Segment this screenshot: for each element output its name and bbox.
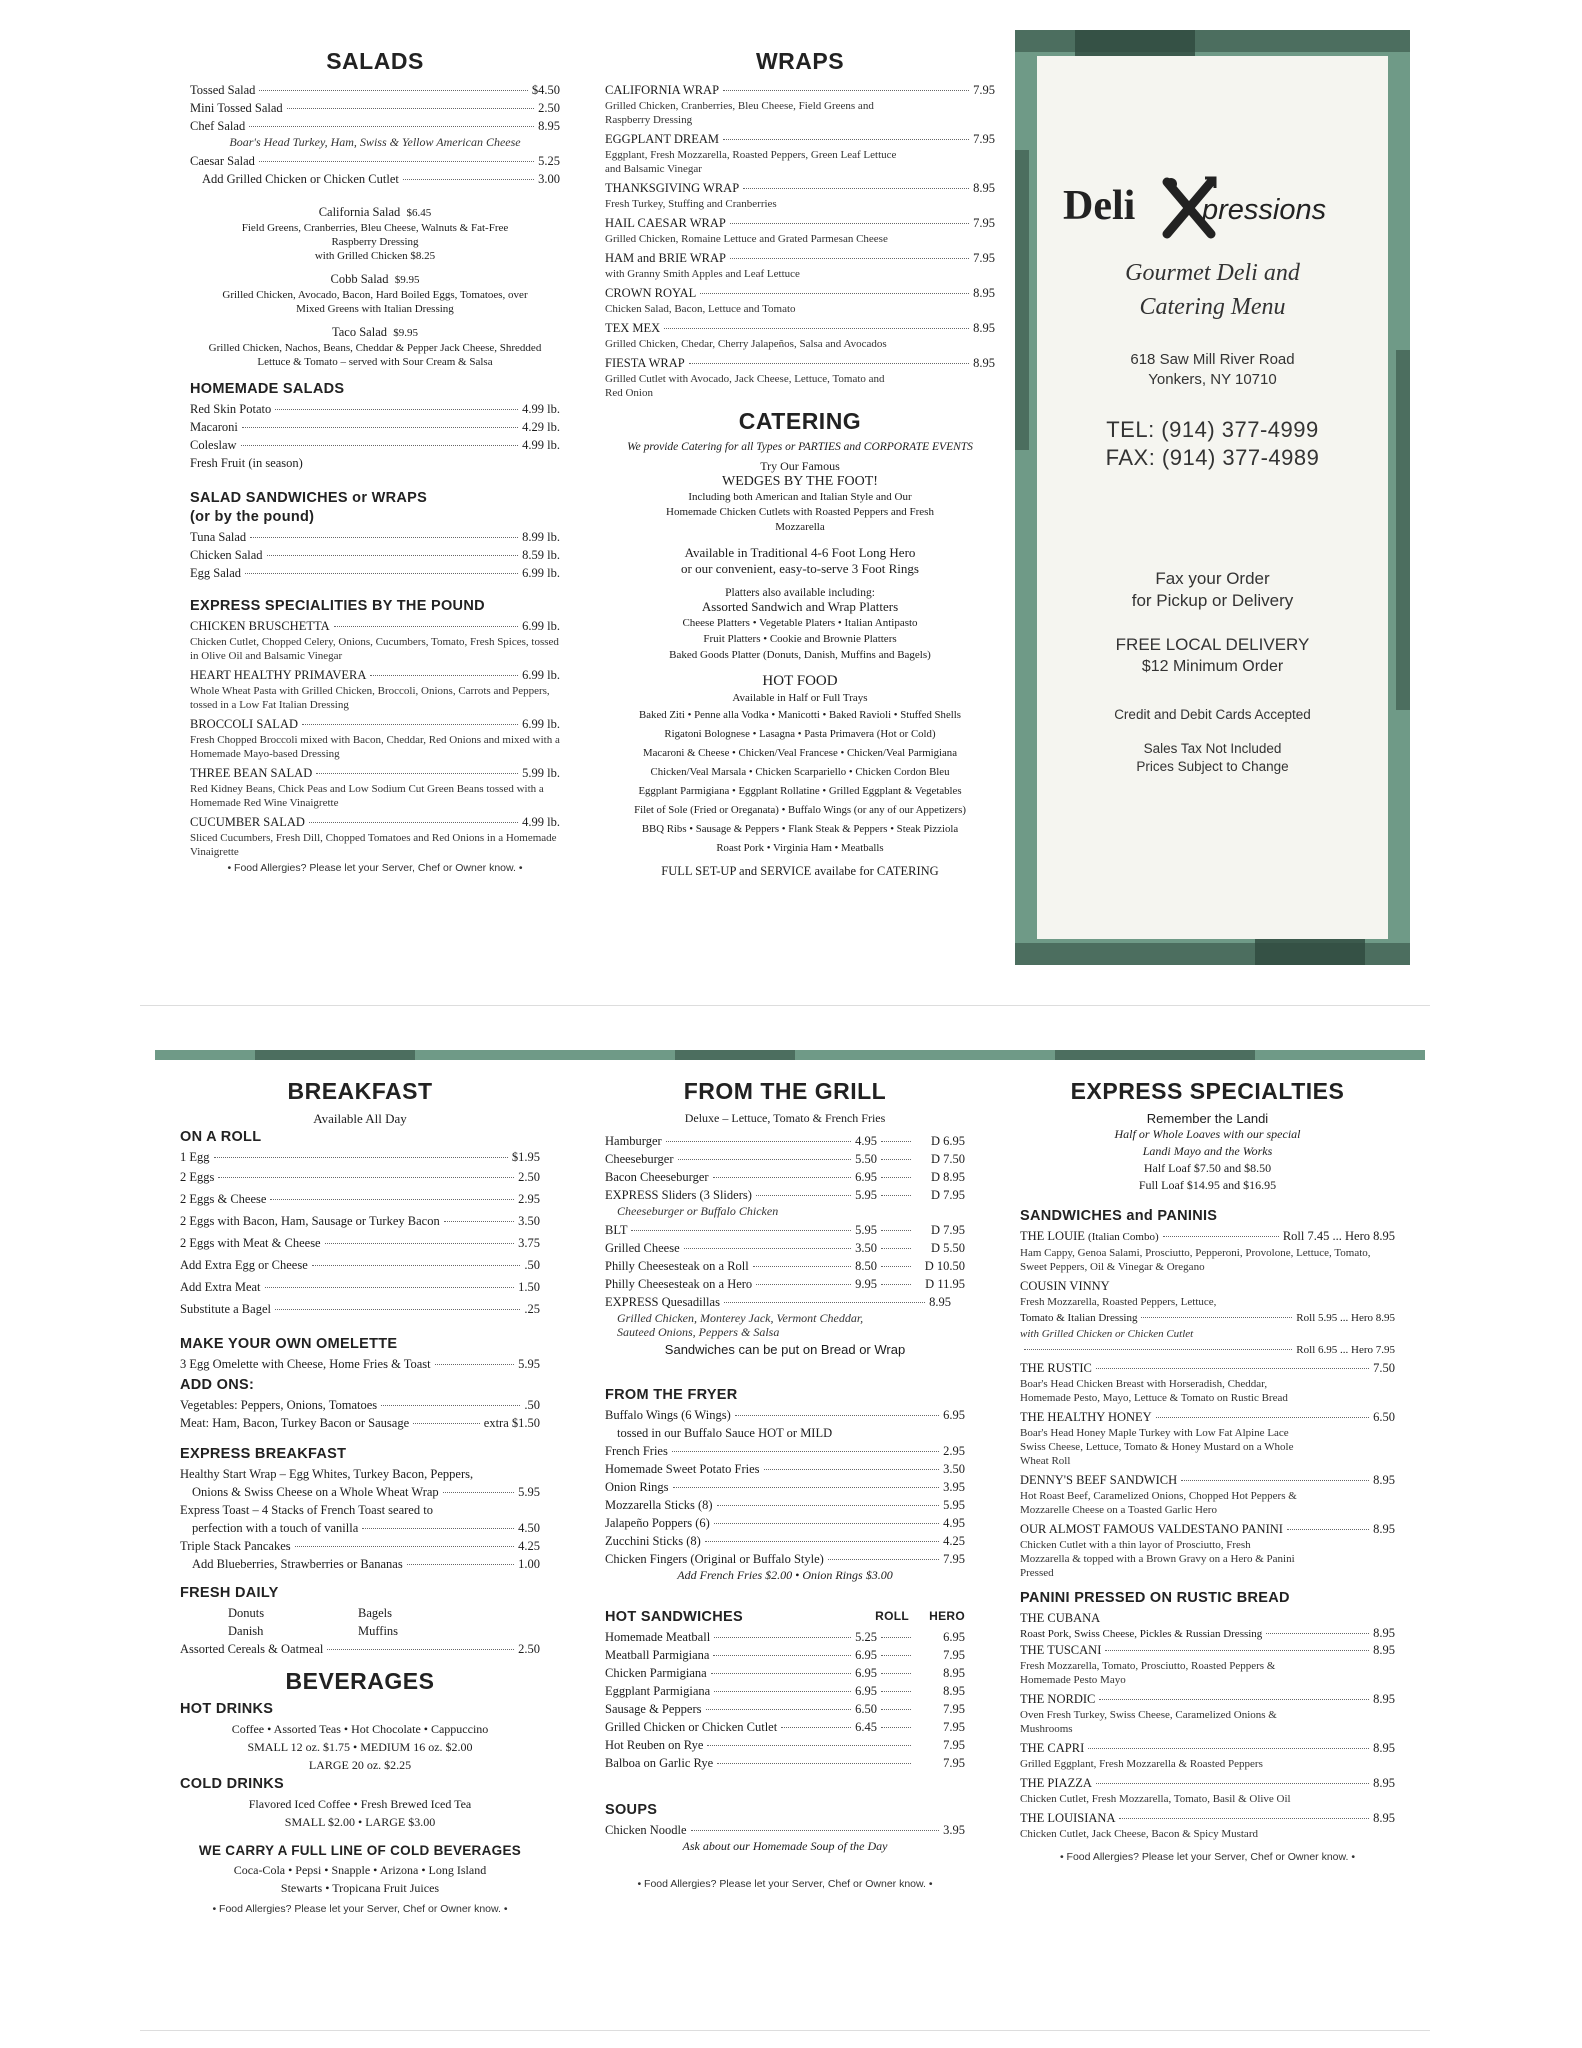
- dot-leader: [1088, 1748, 1369, 1749]
- menu-item: Hot Reuben on Rye 7.95: [605, 1738, 965, 1752]
- dot-leader: [756, 1284, 851, 1285]
- menu-item: Caesar Salad 5.25: [190, 154, 560, 168]
- menu-item: Philly Cheesesteak on a Roll 8.50 D 10.50: [605, 1259, 965, 1273]
- on-a-roll-title: ON A ROLL: [180, 1129, 262, 1145]
- hot-food-line: Chicken/Veal Marsala • Chicken Scarpariello • Chicken Cordon Bleu: [650, 766, 950, 778]
- menu-item: Macaroni 4.29 lb.: [190, 420, 560, 434]
- breakfast-column: BREAKFAST Available All Day ON A ROLL 1 Egg $1.95 2 Eggs 2.50 2 Eggs & Cheese 2.95 2 Eggs with Bacon, Ham, Sausage or Turkey Bacon 3.50 2 Eggs with Meat & Cheese 3.75 Add Extra Egg or Cheese .50 Add Extra Meat 1.50 Substitute a Bagel .25 MAKE YOUR OWN OMELETTE 3 Egg Omelette with Cheese, Home Fries & Toast 5.95 ADD ONS: Vegetables: Peppers, Onions, Tomatoes .50 Meat: Ham, Bacon, Turkey Bacon or Sausage extra $1.50 EXPRESS BREAKFAST Healthy Start Wrap – Egg Whites, Turkey Bacon, Peppers, Onions & Swiss Cheese on a Whole Wheat Wrap 5.95 Express Toast – 4 Stacks of French Toast seared to perfection with a touch of vanilla 4.50 Triple Stack Pancakes 4.25 Add Blueberries, Strawberries or Bananas 1.00 FRESH DAILY Donuts Danish Bagels Muffins Assorted Cereals & Oatmeal 2.50 BEVERAGES HOT DRINKS Coffee • Assorted Teas • Hot Chocolate • Cappuccino SMALL 12 oz. $1.75 • MEDIUM 16 oz. $2.00 LARGE 20 oz. $2.25 COLD DRINKS Flavored Iced Coffee • Fresh Brewed Iced Tea SMALL $2.00 • LARGE $3.00 WE CARRY A FULL LINE OF COLD BEVERAGES Coca-Cola • Pepsi • Snapple • Arizona • Long Island Stewarts • Tropicana Fruit Juices • Food Allergies? Please let your Server, Chef or Owner know. •: [180, 1078, 540, 1915]
- dot-leader: [1096, 1368, 1369, 1369]
- menu-item: EXPRESS Quesadillas 8.95: [605, 1295, 951, 1309]
- fryer-title: FROM THE FRYER: [605, 1387, 738, 1403]
- panini-title: PANINI PRESSED ON RUSTIC BREAD: [1020, 1590, 1290, 1606]
- dot-leader: [1105, 1650, 1369, 1651]
- dot-leader: [1181, 1480, 1369, 1481]
- dot-leader: [666, 1141, 851, 1142]
- dot-leader: [265, 1287, 515, 1288]
- dot-leader: [881, 1159, 911, 1160]
- wraps-title: WRAPS: [755, 48, 845, 74]
- salads-title: SALADS: [326, 48, 424, 74]
- wraps-catering-column: WRAPS CALIFORNIA WRAP 7.95 Grilled Chicken, Cranberries, Bleu Cheese, Field Greens and Raspberry Dressing EGGPLANT DREAM 7.95 Eggplant, Fresh Mozzarella, Roasted Peppers, Green Leaf Lettuce and Balsamic Vinegar THANKSGIVING WRAP 8.95 Fresh Turkey, Stuffing and Cranberries HAIL CAESAR WRAP 7.95 Grilled Chicken, Romaine Lettuce and Grated Parmesan Cheese HAM and BRIE WRAP 7.95 with Granny Smith Apples and Leaf Lettuce CROWN ROYAL 8.95 Chicken Salad, Bacon, Lettuce and Tomato TEX MEX 8.95 Grilled Chicken, Chedar, Cherry Jalapeños, Salsa and Avocados FIESTA WRAP 8.95 Grilled Cutlet with Avocado, Jack Cheese, Lettuce, Tomato and Red Onion CATERING We provide Catering for all Types or PARTIES and CORPORATE EVENTS Try Our Famous WEDGES BY THE FOOT! Including both American and Italian Style and Our Homemade Chicken Cutlets with Roasted Peppers and Fresh Mozzarella Available in Traditional 4-6 Foot Long Hero or our convenient, easy-to-serve 3 Foot Rings Platters also available including: Assorted Sandwich and Wrap Platters Cheese Platters • Vegetable Platers • Italian Antipasto Fruit Platters • Cookie and Brownie Platters Baked Goods Platter (Donuts, Danish, Muffins and Bagels) HOT FOOD Available in Half or Full Trays Baked Ziti • Penne alla Vodka • Manicotti • Baked Ravioli • Stuffed Shells Rigatoni Bolognese • Lasagna • Pasta Primavera (Hot or Cold) Macaroni & Cheese • Chicken/Veal Francese • Chicken/Veal Parmigiana Chicken/Veal Marsala • Chicken Scarpariello • Chicken Cordon Bleu Eggplant Parmigiana • Eggplant Rollatine • Grilled Eggplant & Vegetables Filet of Sole (Fried or Oreganata) • Buffalo Wings (or any of our Appetizers) BBQ Ribs • Sausage & Peppers • Flank Steak & Peppers • Steak Pizziola Roast Pork • Virginia Ham • Meatballs FULL SET-UP and SERVICE availabe for CATERING: [605, 48, 995, 878]
- dot-leader: [362, 1528, 514, 1529]
- grill-column: FROM THE GRILL Deluxe – Lettuce, Tomato & French Fries Hamburger 4.95 D 6.95 Cheeseburger 5.50 D 7.50 Bacon Cheeseburger 6.95 D 8.95 EXPRESS Sliders (3 Sliders) 5.95 D 7.95 Cheeseburger or Buffalo Chicken BLT 5.95 D 7.95 Grilled Cheese 3.50 D 5.50 Philly Cheesesteak on a Roll 8.50 D 10.50 Philly Cheesesteak on a Hero 9.95 D 11.95 EXPRESS Quesadillas 8.95 Grilled Chicken, Monterey Jack, Vermont Cheddar, Sauteed Onions, Peppers & Salsa Sandwiches can be put on Bread or Wrap FROM THE FRYER Buffalo Wings (6 Wings) 6.95 tossed in our Buffalo Sauce HOT or MILD French Fries 2.95 Homemade Sweet Potato Fries 3.50 Onion Rings 3.95 Mozzarella Sticks (8) 5.95 Jalapeño Poppers (6) 4.95 Zucchini Sticks (8) 4.25 Chicken Fingers (Original or Buffalo Style) 7.95 Add French Fries $2.00 • Onion Rings $3.00 HOT SANDWICHES ROLL HERO Homemade Meatball 5.25 6.95 Meatball Parmigiana 6.95 7.95 Chicken Parmigiana 6.95 8.95 Eggplant Parmigiana 6.95 8.95 Sausage & Peppers 6.50 7.95 Grilled Chicken or Chicken Cutlet 6.45 7.95 Hot Reuben on Rye 7.95 Balboa on Garlic Rye 7.95 SOUPS Chicken Noodle 3.95 Ask about our Homemade Soup of the Day • Food Allergies? Please let your Server, Chef or Owner know. •: [605, 1078, 965, 1890]
- dot-leader: [325, 1243, 515, 1244]
- dot-leader: [828, 1559, 939, 1560]
- catering-setup: FULL SET-UP and SERVICE availabe for CATERING: [661, 864, 939, 878]
- panini-item: THE CUBANA Roast Pork, Swiss Cheese, Pickles & Russian Dressing 8.95: [1020, 1611, 1395, 1640]
- specialty-item: THE RUSTIC 7.50 Boar's Head Chicken Breast with Horseradish, Cheddar, Homemade Pesto, Mayo, Lettuce & Tomato on Rustic Bread: [1020, 1361, 1395, 1404]
- fresh-daily-title: FRESH DAILY: [180, 1585, 279, 1601]
- chef-salad-desc: Boar's Head Turkey, Ham, Swiss & Yellow American Cheese: [229, 135, 521, 149]
- grill-title: FROM THE GRILL: [683, 1078, 887, 1104]
- wrap-item: HAM and BRIE WRAP 7.95 with Granny Smith Apples and Leaf Lettuce: [605, 251, 995, 280]
- menu-item: Assorted Cereals & Oatmeal 2.50: [180, 1642, 540, 1656]
- menu-item: Jalapeño Poppers (6) 4.95: [605, 1516, 965, 1530]
- menu-item: Zucchini Sticks (8) 4.25: [605, 1534, 965, 1548]
- hot-food-line: BBQ Ribs • Sausage & Peppers • Flank Steak & Peppers • Steak Pizziola: [641, 823, 959, 835]
- dot-leader: [881, 1284, 911, 1285]
- dot-leader: [756, 1195, 851, 1196]
- bread-wrap-note: Sandwiches can be put on Bread or Wrap: [664, 1342, 906, 1357]
- dot-leader: [444, 1221, 514, 1222]
- menu-item: Chef Salad 8.95: [190, 119, 560, 133]
- menu-item: Homemade Sweet Potato Fries 3.50: [605, 1462, 965, 1476]
- allergy-note: • Food Allergies? Please let your Server, Chef or Owner know. •: [1059, 1851, 1356, 1863]
- dot-leader: [1119, 1818, 1369, 1819]
- dot-leader: [443, 1492, 514, 1493]
- dot-leader: [381, 1405, 520, 1406]
- catering-intro: We provide Catering for all Types or PARTIES and CORPORATE EVENTS: [627, 441, 973, 453]
- dot-leader: [250, 537, 518, 538]
- allergy-note: • Food Allergies? Please let your Server, Chef or Owner know. •: [212, 1903, 508, 1915]
- cover-address: 618 Saw Mill River Road Yonkers, NY 10710: [1130, 351, 1295, 388]
- hot-food-title: HOT FOOD: [762, 673, 838, 689]
- menu-item: Healthy Start Wrap – Egg Whites, Turkey Bacon, Peppers,: [180, 1467, 474, 1481]
- dot-leader: [241, 445, 519, 446]
- menu-item: Balboa on Garlic Rye 7.95: [605, 1756, 965, 1770]
- dot-leader: [881, 1230, 911, 1231]
- menu-item: Homemade Meatball 5.25 6.95: [605, 1630, 965, 1644]
- cover-phone: TEL: (914) 377-4999 FAX: (914) 377-4989: [1105, 417, 1320, 470]
- dot-leader: [1096, 1783, 1369, 1784]
- dot-leader: [407, 1564, 514, 1565]
- deli-xpressions-logo: Deli pressions: [1037, 176, 1388, 246]
- cover-cards: Credit and Debit Cards Accepted: [1114, 707, 1311, 722]
- breakfast-title: BREAKFAST: [287, 1078, 433, 1104]
- allergy-note: • Food Allergies? Please let your Server, Chef or Owner know. •: [637, 1878, 933, 1890]
- dot-leader: [1099, 1699, 1369, 1700]
- dot-leader: [714, 1691, 851, 1692]
- sandwiches-paninis-title: SANDWICHES and PANINIS: [1020, 1208, 1218, 1224]
- menu-item: 2 Eggs 2.50: [180, 1170, 540, 1184]
- dot-leader: [214, 1157, 508, 1158]
- homemade-salads-title: HOMEMADE SALADS: [190, 381, 345, 397]
- menu-item: Triple Stack Pancakes 4.25: [180, 1539, 540, 1553]
- dot-leader: [881, 1195, 911, 1196]
- menu-item: Grilled Chicken or Chicken Cutlet 6.45 7.95: [605, 1720, 965, 1734]
- hot-food-line: Filet of Sole (Fried or Oreganata) • Buffalo Wings (or any of our Appetizers): [634, 804, 966, 816]
- hot-food-line: Roast Pork • Virginia Ham • Meatballs: [716, 842, 884, 854]
- menu-item: Tossed Salad $4.50: [190, 83, 560, 97]
- dot-leader: [403, 179, 534, 180]
- menu-item: Cheeseburger 5.50 D 7.50: [605, 1152, 965, 1166]
- menu-item: Tuna Salad 8.99 lb.: [190, 530, 560, 544]
- dot-leader: [743, 188, 969, 189]
- page-fold-line: [140, 2030, 1430, 2031]
- dot-leader: [730, 258, 969, 259]
- menu-item: Vegetables: Peppers, Onions, Tomatoes .50: [180, 1398, 540, 1412]
- express-specialties-column: EXPRESS SPECIALTIES Remember the Landi Half or Whole Loaves with our special Landi Mayo and the Works Half Loaf $7.50 and $8.50 Full Loaf $14.95 and $16.95 SANDWICHES and PANINIS THE LOUIE (Italian Combo) Roll 7.45 ... Hero 8.95 Ham Cappy, Genoa Salami, Prosciutto, Pepperoni, Provolone, Lettuce, Tomato, Sweet Peppers, Oil & Vinegar & Oregano COUSIN VINNY Fresh Mozzarella, Roasted Peppers, Lettuce, Tomato & Italian Dressing Roll 5.95 ... Hero 8.95 with Grilled Chicken or Chicken Cutlet Roll 6.95 ... Hero 7.95 THE RUSTIC 7.50 Boar's Head Chicken Breast with Horseradish, Cheddar, Homemade Pesto, Mayo, Lettuce & Tomato on Rustic Bread THE HEALTHY HONEY 6.50 Boar's Head Honey Maple Turkey with Low Fat Alpine Lace Swiss Cheese, Lettuce, Tomato & Honey Mustard on a Whole Wheat Roll DENNY'S BEEF SANDWICH 8.95 Hot Roast Beef, Caramelized Onions, Chopped Hot Peppers & Mozzarelle Cheese on a Toasted Garlic Hero OUR ALMOST FAMOUS VALDESTANO PANINI 8.95 Chicken Cutlet with a thin layor of Prosciutto, Fresh Mozzarella & topped with a Brown Gravy on a Hero & Panini Pressed PANINI PRESSED ON RUSTIC BREAD THE CUBANA Roast Pork, Swiss Cheese, Pickles & Russian Dressing 8.95 THE TUSCANI 8.95 Fresh Mozzarella, Tomato, Prosciutto, Roasted Peppers & Homemade Pesto Mayo THE NORDIC 8.95 Oven Fresh Turkey, Swiss Cheese, Caramelized Onions & Mushrooms THE CAPRI 8.95 Grilled Eggplant, Fresh Mozzarella & Roasted Peppers THE PIAZZA 8.95 Chicken Cutlet, Fresh Mozzarella, Tomato, Basil & Olive Oil THE LOUISIANA 8.95 Chicken Cutlet, Jack Cheese, Bacon & Spicy Mustard • Food Allergies? Please let your Server, Chef or Owner know. •: [1020, 1078, 1395, 1863]
- dot-leader: [881, 1177, 911, 1178]
- dot-leader: [664, 328, 969, 329]
- dot-leader: [218, 1177, 514, 1178]
- wrap-item: TEX MEX 8.95 Grilled Chicken, Chedar, Cherry Jalapeños, Salsa and Avocados: [605, 321, 995, 350]
- allergy-note: • Food Allergies? Please let your Server, Chef or Owner know. •: [227, 862, 523, 874]
- menu-item: Eggplant Parmigiana 6.95 8.95: [605, 1684, 965, 1698]
- dot-leader: [295, 1546, 514, 1547]
- express-breakfast-title: EXPRESS BREAKFAST: [180, 1446, 347, 1462]
- beverages-title: BEVERAGES: [285, 1668, 435, 1694]
- dot-leader: [287, 108, 534, 109]
- dot-leader: [327, 1649, 514, 1650]
- hot-food-line: Eggplant Parmigiana • Eggplant Rollatine • Grilled Eggplant & Vegetables: [638, 785, 962, 797]
- hot-food-line: Rigatoni Bolognese • Lasagna • Pasta Primavera (Hot or Cold): [664, 728, 936, 740]
- menu-item: Chicken Salad 8.59 lb.: [190, 548, 560, 562]
- dot-leader: [413, 1423, 480, 1424]
- dot-leader: [691, 1830, 940, 1831]
- dot-leader: [705, 1541, 939, 1542]
- dot-leader: [714, 1523, 939, 1524]
- dot-leader: [312, 1265, 521, 1266]
- dot-leader: [881, 1655, 911, 1656]
- dot-leader: [881, 1673, 911, 1674]
- menu-item: Substitute a Bagel .25: [180, 1302, 540, 1316]
- dot-leader: [1266, 1633, 1369, 1634]
- express-specialties-title: EXPRESS SPECIALTIES: [1070, 1078, 1345, 1104]
- salads-column: [190, 48, 560, 874]
- dot-leader: [259, 161, 534, 162]
- cover-delivery: FREE LOCAL DELIVERY $12 Minimum Order: [1115, 635, 1310, 675]
- menu-item: Add Grilled Chicken or Chicken Cutlet 3.00: [202, 172, 560, 186]
- dot-leader: [881, 1727, 911, 1728]
- express-by-pound-title: EXPRESS SPECIALITIES BY THE POUND: [190, 598, 485, 614]
- wrap-item: CALIFORNIA WRAP 7.95 Grilled Chicken, Cranberries, Bleu Cheese, Field Greens and Raspberry Dressing: [605, 83, 995, 126]
- page-fold-line: [140, 1005, 1430, 1006]
- dot-leader: [1287, 1529, 1369, 1530]
- menu-item: Egg Salad 6.99 lb.: [190, 566, 560, 580]
- wedges-heading: WEDGES BY THE FOOT!: [722, 474, 878, 489]
- dot-leader: [684, 1248, 851, 1249]
- hot-food-line: Baked Ziti • Penne alla Vodka • Manicotti • Baked Ravioli • Stuffed Shells: [639, 709, 961, 721]
- menu-item: Onion Rings 3.95: [605, 1480, 965, 1494]
- express-pound-item: CHICKEN BRUSCHETTA 6.99 lb. Chicken Cutlet, Chopped Celery, Onions, Cucumbers, Tomato, Fresh Spices, tossed in Olive Oil and Balsamic Vinegar: [190, 619, 560, 662]
- dot-leader: [267, 555, 519, 556]
- top-menu-sheet: [170, 30, 1410, 990]
- dot-leader: [781, 1727, 851, 1728]
- dot-leader: [714, 1637, 851, 1638]
- menu-item: Chicken Parmigiana 6.95 8.95: [605, 1666, 965, 1680]
- menu-item: Hamburger 4.95 D 6.95: [605, 1134, 965, 1148]
- menu-item: Grilled Cheese 3.50 D 5.50: [605, 1241, 965, 1255]
- menu-item: Red Skin Potato 4.99 lb.: [190, 402, 560, 416]
- dot-leader: [881, 1691, 911, 1692]
- dot-leader: [689, 363, 969, 364]
- menu-item: EXPRESS Sliders (3 Sliders) 5.95 D 7.95: [605, 1188, 965, 1202]
- specialty-salad: California Salad $6.45 Field Greens, Cranberries, Bleu Cheese, Walnuts & Fat-Free Raspberry Dressing with Grilled Chicken $8.25: [241, 205, 509, 262]
- cover-tax: Sales Tax Not Included Prices Subject to Change: [1136, 741, 1289, 774]
- menu-item: French Fries 2.95: [605, 1444, 965, 1458]
- menu-item: Bacon Cheeseburger 6.95 D 8.95: [605, 1170, 965, 1184]
- dot-leader: [706, 1709, 852, 1710]
- dot-leader: [302, 724, 518, 725]
- dot-leader: [631, 1230, 851, 1231]
- dot-leader: [309, 822, 518, 823]
- menu-item: Meat: Ham, Bacon, Turkey Bacon or Sausage extra $1.50: [180, 1416, 540, 1430]
- catering-title: CATERING: [738, 408, 862, 434]
- cover-tagline: Gourmet Deli and Catering Menu: [1125, 260, 1300, 320]
- menu-item: 2 Eggs & Cheese 2.95: [180, 1192, 540, 1206]
- dot-leader: [717, 1763, 911, 1764]
- menu-item: BLT 5.95 D 7.95: [605, 1223, 965, 1237]
- panini-item: THE PIAZZA 8.95 Chicken Cutlet, Fresh Mozzarella, Tomato, Basil & Olive Oil: [1020, 1776, 1395, 1805]
- wrap-item: CROWN ROYAL 8.95 Chicken Salad, Bacon, Lettuce and Tomato: [605, 286, 995, 315]
- dot-leader: [316, 773, 518, 774]
- dot-leader: [242, 427, 518, 428]
- hot-food-line: Macaroni & Cheese • Chicken/Veal Francese • Chicken/Veal Parmigiana: [643, 747, 957, 759]
- menu-item: Meatball Parmigiana 6.95 7.95: [605, 1648, 965, 1662]
- menu-item: Add Blueberries, Strawberries or Bananas 1.00: [192, 1557, 540, 1571]
- wrap-item: FIESTA WRAP 8.95 Grilled Cutlet with Avocado, Jack Cheese, Lettuce, Tomato and Red Onion: [605, 356, 995, 399]
- dot-leader: [1163, 1236, 1279, 1237]
- dot-leader: [259, 90, 527, 91]
- specialty-item: OUR ALMOST FAMOUS VALDESTANO PANINI 8.95 Chicken Cutlet with a thin layor of Prosciutto, Fresh Mozzarella & topped with a Brown Gravy on a Hero & Panini Pressed: [1020, 1522, 1395, 1579]
- soups-title: SOUPS: [605, 1802, 658, 1818]
- dot-leader: [881, 1248, 911, 1249]
- cover-fax-order: Fax your Order for Pickup or Delivery: [1131, 569, 1294, 610]
- menu-item: Buffalo Wings (6 Wings) 6.95: [605, 1408, 965, 1422]
- express-pound-item: CUCUMBER SALAD 4.99 lb. Sliced Cucumbers, Fresh Dill, Chopped Tomatoes and Red Onions in a Homemade Vinaigrette: [190, 815, 560, 858]
- menu-item: Coleslaw 4.99 lb.: [190, 438, 560, 452]
- dot-leader: [1156, 1417, 1369, 1418]
- fresh-daily-list: Donuts Danish Bagels Muffins: [228, 1606, 399, 1638]
- wrap-item: THANKSGIVING WRAP 8.95 Fresh Turkey, Stuffing and Cranberries: [605, 181, 995, 210]
- dot-leader: [735, 1415, 939, 1416]
- panini-item: THE TUSCANI 8.95 Fresh Mozzarella, Tomato, Prosciutto, Roasted Peppers & Homemade Pesto Mayo: [1020, 1643, 1395, 1686]
- menu-item: Philly Cheesesteak on a Hero 9.95 D 11.95: [605, 1277, 965, 1291]
- dot-leader: [881, 1266, 911, 1267]
- menu-item: Chicken Fingers (Original or Buffalo Style) 7.95: [605, 1552, 965, 1566]
- top-banner: [155, 1050, 1425, 1060]
- cover-panel: [1015, 30, 1410, 965]
- dot-leader: [881, 1709, 911, 1710]
- dot-leader: [753, 1266, 851, 1267]
- salad-sandwiches-title: SALAD SANDWICHES or WRAPS: [190, 490, 428, 506]
- dot-leader: [1141, 1317, 1292, 1318]
- dot-leader: [881, 1637, 911, 1638]
- dot-leader: [724, 1302, 925, 1303]
- express-pound-item: BROCCOLI SALAD 6.99 lb. Fresh Chopped Broccoli mixed with Bacon, Cheddar, Red Onions and mixed with a Homemade Mayo-based Dressing: [190, 717, 560, 760]
- omelette-title: MAKE YOUR OWN OMELETTE: [180, 1336, 398, 1352]
- dot-leader: [713, 1655, 851, 1656]
- express-pound-item: THREE BEAN SALAD 5.99 lb. Red Kidney Beans, Chick Peas and Low Sodium Cut Green Beans tossed with a Homemade Red Wine Vinaigrette: [190, 766, 560, 809]
- menu-item: 2 Eggs with Bacon, Ham, Sausage or Turkey Bacon 3.50: [180, 1214, 540, 1228]
- menu-item: COUSIN VINNY: [1020, 1279, 1110, 1293]
- menu-item: Express Toast – 4 Stacks of French Toast seared to: [180, 1503, 433, 1517]
- dot-leader: [1024, 1349, 1292, 1350]
- dot-leader: [881, 1141, 911, 1142]
- hot-sandwiches-title: HOT SANDWICHES ROLL HERO: [605, 1609, 965, 1625]
- panini-item: THE CAPRI 8.95 Grilled Eggplant, Fresh Mozzarella & Roasted Peppers: [1020, 1741, 1395, 1770]
- panini-item: THE NORDIC 8.95 Oven Fresh Turkey, Swiss Cheese, Caramelized Onions & Mushrooms: [1020, 1692, 1395, 1735]
- menu-item: Add Extra Egg or Cheese .50: [180, 1258, 540, 1272]
- dot-leader: [270, 1199, 514, 1200]
- dot-leader: [275, 409, 518, 410]
- dot-leader: [370, 675, 518, 676]
- specialty-item: DENNY'S BEEF SANDWICH 8.95 Hot Roast Beef, Caramelized Onions, Chopped Hot Peppers & Mozzarelle Cheese on a Toasted Garlic Hero: [1020, 1473, 1395, 1516]
- dot-leader: [723, 90, 969, 91]
- dot-leader: [334, 626, 519, 627]
- dot-leader: [700, 293, 969, 294]
- dot-leader: [245, 573, 518, 574]
- dot-leader: [711, 1673, 851, 1674]
- menu-item: Mini Tossed Salad 2.50: [190, 101, 560, 115]
- panini-item: THE LOUISIANA 8.95 Chicken Cutlet, Jack Cheese, Bacon & Spicy Mustard: [1020, 1811, 1395, 1840]
- dot-leader: [275, 1309, 520, 1310]
- dot-leader: [678, 1159, 852, 1160]
- dot-leader: [249, 126, 534, 127]
- salad-sandwiches-subtitle: (or by the pound): [190, 509, 315, 525]
- cover-content: [1037, 56, 1388, 939]
- dot-leader: [723, 139, 969, 140]
- dot-leader: [673, 1487, 940, 1488]
- menu-item: Fresh Fruit (in season): [190, 456, 303, 470]
- dot-leader: [435, 1364, 515, 1365]
- menu-item: 3 Egg Omelette with Cheese, Home Fries & Toast 5.95: [180, 1357, 540, 1371]
- menu-item: THE LOUIE (Italian Combo) Roll 7.45 ... Hero 8.95: [1020, 1229, 1395, 1243]
- dot-leader: [764, 1469, 940, 1470]
- dot-leader: [672, 1451, 939, 1452]
- specialty-salad: Cobb Salad $9.95 Grilled Chicken, Avocado, Bacon, Hard Boiled Eggs, Tomatoes, over Mixed Greens with Italian Dressing: [222, 272, 528, 315]
- dot-leader: [730, 223, 969, 224]
- menu-item: 1 Egg $1.95: [180, 1150, 540, 1164]
- menu-item: Sausage & Peppers 6.50 7.95: [605, 1702, 965, 1716]
- menu-item: Chicken Noodle 3.95: [605, 1823, 965, 1837]
- wrap-item: EGGPLANT DREAM 7.95 Eggplant, Fresh Mozzarella, Roasted Peppers, Green Leaf Lettuce and Balsamic Vinegar: [605, 132, 995, 175]
- specialty-salad: Taco Salad $9.95 Grilled Chicken, Nachos, Beans, Cheddar & Pepper Jack Cheese, Shredded Lettuce & Tomato – served with Sour Cream & Salsa: [208, 325, 542, 368]
- dot-leader: [713, 1177, 852, 1178]
- addons-title: ADD ONS:: [180, 1377, 255, 1393]
- menu-item: 2 Eggs with Meat & Cheese 3.75: [180, 1236, 540, 1250]
- bottom-menu-sheet: [155, 1050, 1425, 1995]
- dot-leader: [717, 1505, 940, 1506]
- menu-item: Add Extra Meat 1.50: [180, 1280, 540, 1294]
- dot-leader: [707, 1745, 911, 1746]
- menu-item: Mozzarella Sticks (8) 5.95: [605, 1498, 965, 1512]
- specialty-item: THE HEALTHY HONEY 6.50 Boar's Head Honey Maple Turkey with Low Fat Alpine Lace Swiss Cheese, Lettuce, Tomato & Honey Mustard on a Whole Wheat Roll: [1020, 1410, 1395, 1467]
- wrap-item: HAIL CAESAR WRAP 7.95 Grilled Chicken, Romaine Lettuce and Grated Parmesan Cheese: [605, 216, 995, 245]
- express-pound-item: HEART HEALTHY PRIMAVERA 6.99 lb. Whole Wheat Pasta with Grilled Chicken, Broccoli, Onions, Carrots and Peppers, tossed in a Low Fat Italian Dressing: [190, 668, 560, 711]
